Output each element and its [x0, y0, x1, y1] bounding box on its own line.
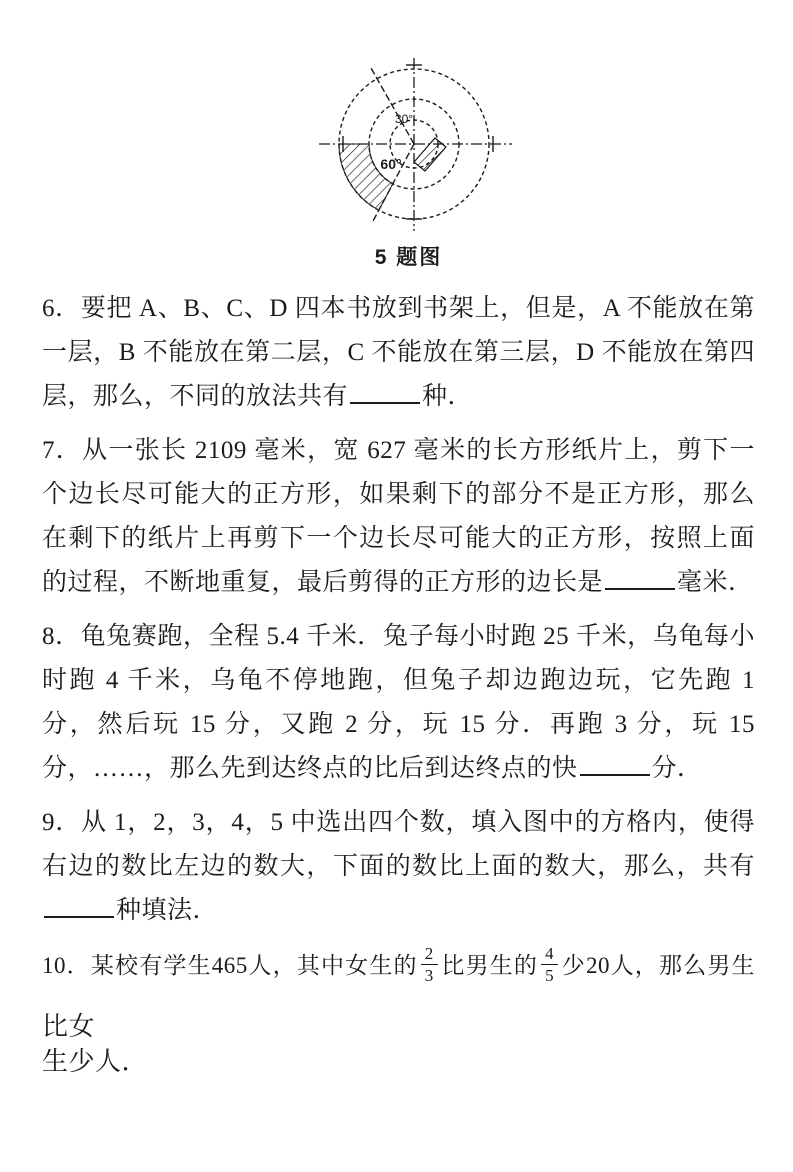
problem5-figure	[310, 50, 520, 271]
problem-10	[42, 943, 755, 1086]
problem-number: 9．	[42, 809, 82, 836]
worksheet-page	[0, 50, 793, 1086]
problem-text-line2: 生少人．	[42, 1046, 149, 1076]
problem-9	[42, 801, 755, 933]
problem-text: 要把 A、B、C、D 四本书放到书架上，但是，A 不能放在第一层，B 不能放在第二层，C 不能放在第三层，D 不能放在第四层，那么，不同的放法共有	[42, 295, 755, 410]
answer-blank	[44, 891, 114, 918]
problem-text-after-blank: 种填法．	[116, 897, 219, 924]
fraction-numerator: 4	[541, 944, 558, 966]
problem-text-after-blank: 分．	[651, 755, 703, 782]
problem-text: 从 1，2，3，4，5 中选出四个数，填入图中的方格内，使得右边的数比左边的数大，下面的数比上面的数大，那么，共有	[42, 809, 755, 880]
problem-text-after-blank: 种．	[422, 383, 474, 410]
fraction-four-fifths	[541, 944, 558, 986]
problem-text: 少20人，那么男生	[561, 953, 756, 978]
problem-text-dropped: 比女	[42, 1011, 96, 1041]
problem-number: 6．	[42, 295, 81, 322]
hatched-parallelogram	[414, 138, 446, 171]
problem-text: 从一张长 2109 毫米，宽 627 毫米的长方形纸片上，剪下一个边长尽可能大的正方形，如果剩下的部分不是正方形，那么在剩下的纸片上再剪下一个边长尽可能大的正方形，按照上面的过程，不断地重复，最后剪得的正方形的边长是	[42, 437, 755, 596]
problem-text: 比男生的	[440, 953, 539, 978]
problem-number: 7．	[42, 437, 83, 464]
angle-60-label: 60°	[379, 156, 402, 172]
problem-7	[42, 429, 755, 605]
fraction-numerator: 2	[421, 944, 438, 966]
answer-blank	[580, 749, 650, 776]
fraction-denominator: 5	[545, 966, 555, 986]
problem-6	[42, 287, 755, 419]
fraction-denominator: 3	[424, 966, 434, 986]
problem-text: 某校有学生465人，其中女生的	[90, 953, 418, 978]
problem-number: 8．	[42, 623, 81, 650]
concentric-circles-diagram	[315, 50, 515, 235]
problem-number: 10．	[42, 953, 91, 978]
figure-caption: 5 题图	[374, 246, 443, 269]
angle-30-label: 30°	[394, 112, 413, 126]
problem-8	[42, 615, 755, 791]
answer-blank	[605, 563, 675, 590]
answer-blank	[350, 377, 420, 404]
problem-text: 龟兔赛跑，全程 5.4 千米．兔子每小时跑 25 千米，乌龟每小时跑 4 千米，乌龟不停地跑，但兔子却边跑边玩，它先跑 1 分，然后玩 15 分，又跑 2 分，玩 15 分．再跑 3 分，玩 15 分，……，那么先到达终点的比后到达终点的快	[42, 623, 755, 782]
problem-text-after-blank: 毫米．	[677, 569, 754, 596]
fraction-two-thirds	[421, 944, 438, 986]
